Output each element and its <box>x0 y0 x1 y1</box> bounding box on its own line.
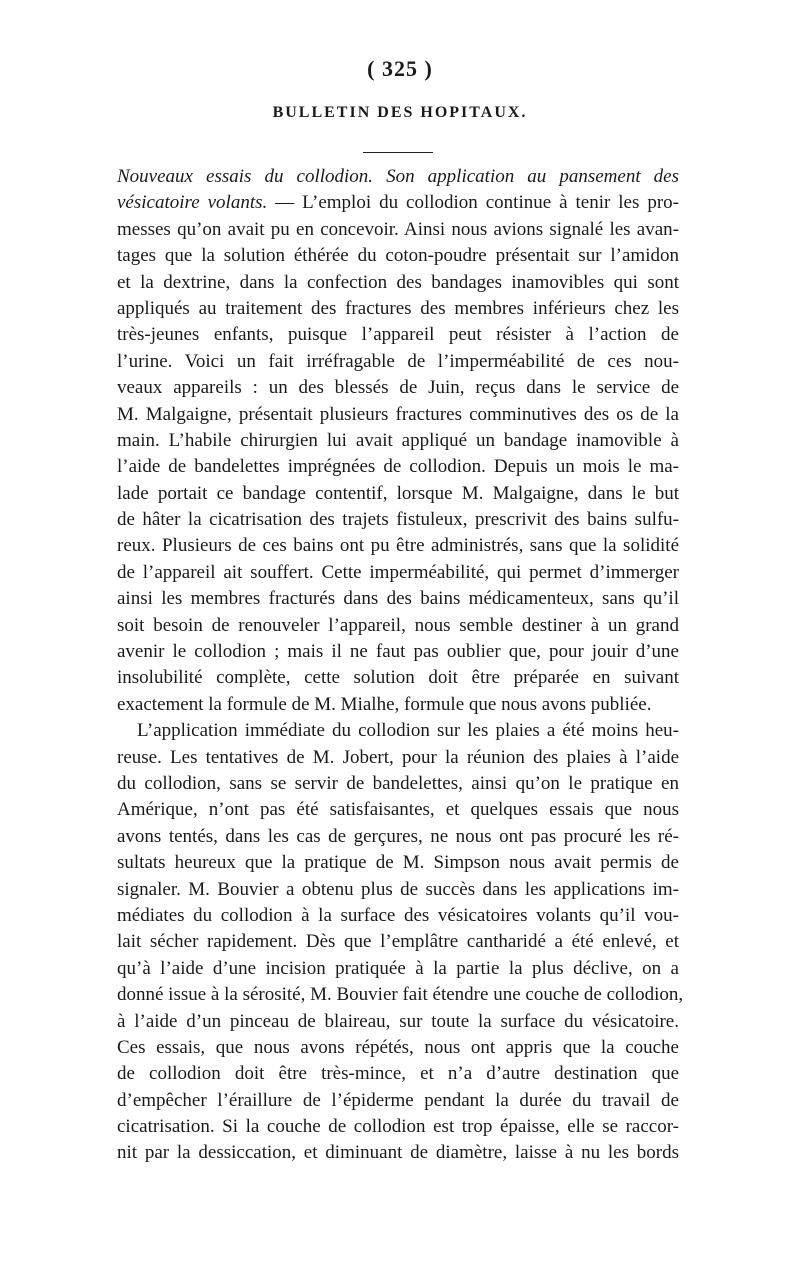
text-line: qu’à l’aide d’une incision pratiquée à la partie la plus déclive, on a <box>117 957 679 979</box>
text-line: ainsi les membres fracturés dans des bains médicamenteux, sans qu’il <box>117 588 679 610</box>
text-line: reuse. Les tentatives de M. Jobert, pour la réunion des plaies à l’aide <box>117 746 679 768</box>
text-line: Amérique, n’ont pas été satisfaisantes, et quelques essais que nous <box>117 799 679 821</box>
text-line: cicatrisation. Si la couche de collodion est trop épaisse, elle se raccor- <box>117 1116 679 1138</box>
article-lead-text: — L’emploi du collodion continue à tenir les pro- <box>267 192 679 214</box>
running-header: BULLETIN DES HOPITAUX. <box>272 104 528 121</box>
text-line: appliqués au traitement des fractures des membres inférieurs chez les <box>117 297 679 319</box>
text-line: avons tentés, dans les cas de gerçures, ne nous ont pas procuré les ré- <box>117 825 679 847</box>
text-line: de l’appareil ait souffert. Cette imperméabilité, qui permet d’immerger <box>117 561 679 583</box>
text-line: d’empêcher l’éraillure de l’épiderme pendant la durée du travail de <box>117 1089 679 1111</box>
article-title: Nouveaux essais du collodion. Son application au pansement des <box>117 166 679 187</box>
text-line: insolubilité complète, cette solution doit être préparée en suivant <box>117 667 679 689</box>
page-number: ( 325 ) <box>367 56 433 81</box>
text-line: avenir le collodion ; mais il ne faut pas oublier que, pour jouir d’une <box>117 641 679 663</box>
text-line: sultats heureux que la pratique de M. Simpson nous avait permis de <box>117 852 679 874</box>
text-line: signaler. M. Bouvier a obtenu plus de succès dans les applications im- <box>117 878 679 900</box>
text-line: et la dextrine, dans la confection des bandages inamovibles qui sont <box>117 271 679 293</box>
text-line: tages que la solution éthérée du coton-poudre présentait sur l’amidon <box>117 245 679 267</box>
text-line: messes qu’on avait pu en concevoir. Ainsi nous avions signalé les avan- <box>117 218 679 240</box>
paragraph-end-line: exactement la formule de M. Mialhe, formule que nous avons publiée. <box>117 693 652 715</box>
text-line: main. L’habile chirurgien lui avait appliqué un bandage inamovible à <box>117 429 679 451</box>
article-title-end: vésicatoire volants. <box>117 192 268 214</box>
text-line: à l’aide d’un pinceau de blaireau, sur toute la surface du vésicatoire. <box>117 1010 679 1032</box>
text-line: nit par la dessiccation, et diminuant de diamètre, laisse à nu les bords <box>117 1142 679 1164</box>
paragraph-start-line: L’application immédiate du collodion sur les plaies a été moins heu- <box>137 720 679 742</box>
text-line: l’urine. Voici un fait irréfragable de l’imperméabilité de ces nou- <box>117 350 679 372</box>
text-line: très-jeunes enfants, puisque l’appareil peut résister à l’action de <box>117 324 679 346</box>
text-line: de hâter la cicatrisation des trajets fistuleux, prescrivit des bains sulfu- <box>117 509 679 531</box>
article-title-line <box>117 164 679 190</box>
article-title-line-2 <box>117 190 679 216</box>
article-body <box>117 164 684 1167</box>
text-line: Ces essais, que nous avons répétés, nous ont appris que la couche <box>117 1036 679 1058</box>
text-line: l’aide de bandelettes imprégnées de collodion. Depuis un mois le ma- <box>117 456 679 478</box>
text-line: de collodion doit être très-mince, et n’a d’autre destination que <box>117 1063 679 1085</box>
text-line: lade portait ce bandage contentif, lorsque M. Malgaigne, dans le but <box>117 482 679 504</box>
text-line: donné issue à la sérosité, M. Bouvier fait étendre une couche de collodion, <box>117 984 684 1006</box>
text-line: médiates du collodion à la surface des vésicatoires volants qu’il vou- <box>117 904 679 926</box>
text-line: du collodion, sans se servir de bandelettes, ainsi qu’on le pratique en <box>117 772 679 794</box>
text-line: M. Malgaigne, présentait plusieurs fractures comminutives des os de la <box>117 403 679 425</box>
text-line: soit besoin de renouveler l’appareil, nous semble destiner à un grand <box>117 614 679 636</box>
header-divider <box>363 152 433 153</box>
text-line: reux. Plusieurs de ces bains ont pu être administrés, sans que la solidité <box>117 535 679 557</box>
text-line: lait sécher rapidement. Dès que l’emplâtre cantharidé a été enlevé, et <box>117 931 679 953</box>
text-line: veaux appareils : un des blessés de Juin, reçus dans le service de <box>117 377 679 399</box>
